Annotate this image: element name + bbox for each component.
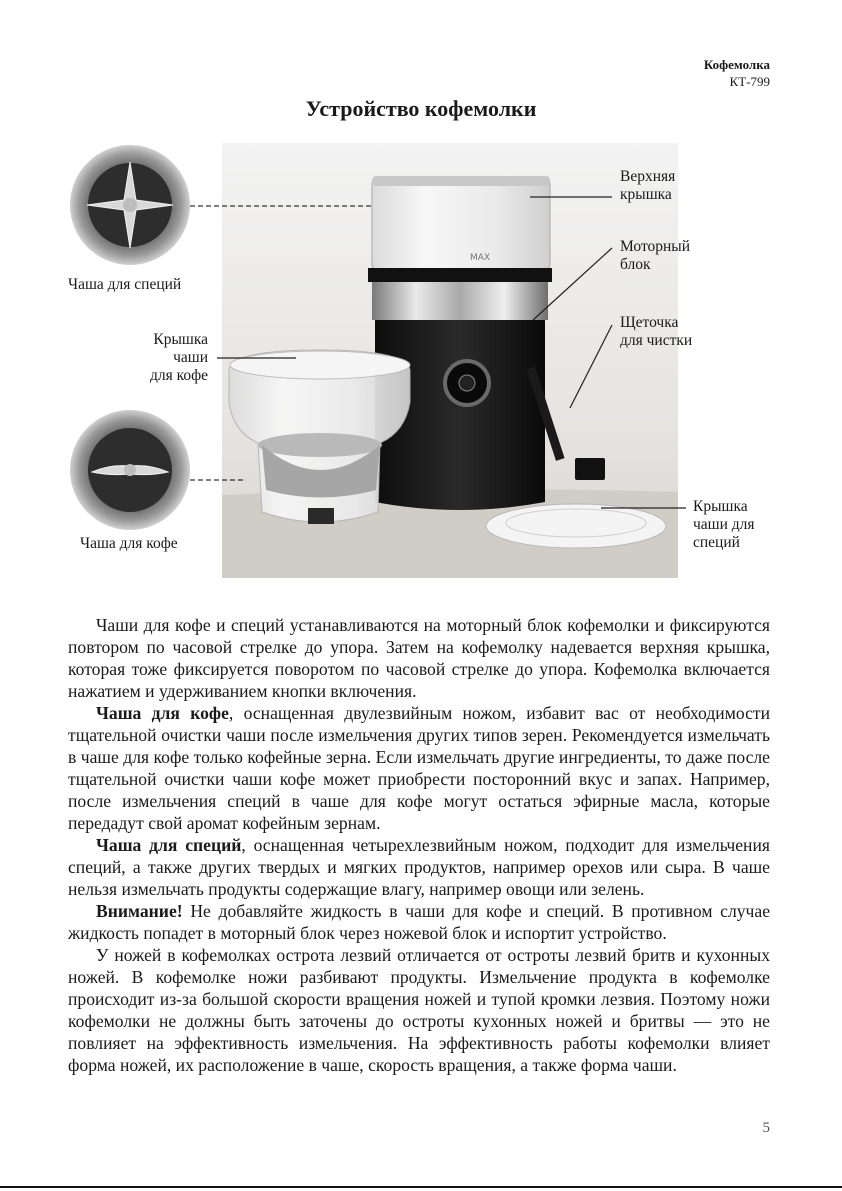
header-model: КТ-799 (729, 74, 770, 89)
label-coffee-lid-line2: чаши (173, 349, 208, 366)
label-motor-block (620, 238, 690, 274)
running-header (704, 56, 770, 90)
label-spice-lid-line3: специй (693, 534, 740, 551)
body-text (68, 614, 770, 1076)
label-motor-line1: Моторный (620, 238, 691, 255)
max-mark: MAX (470, 253, 491, 263)
label-spice-lid-line1: Крышка (693, 498, 748, 515)
paragraph-bold-lead: Чаша для кофе (96, 703, 229, 723)
header-product: Кофемолка (703, 57, 770, 72)
paragraph-text: , оснащенная двулезвийным ножом, избавит вас от необходимости тщательной очистки чаши после измельчения других типов зерен. Рекомендуется измельчать в чаше для кофе только кофейные зерна. Если измельчать другие ингредиенты, то даже после тщательной очистки чаши кофе может приобрести посторонний вкус и запах. Например, после измельчения специй в чаше для кофе могут остаться эфирные масла, которые передадут свой аромат кофейным зернам. (68, 703, 770, 833)
label-spice-bowl: Чаша для специй (68, 276, 182, 293)
label-top-lid-line2: крышка (620, 186, 672, 203)
label-brush-line1: Щеточка (620, 314, 679, 331)
paragraph-1 (68, 614, 770, 702)
page-number: 5 (762, 1120, 770, 1136)
device-figure (0, 140, 842, 610)
label-spice-lid-line2: чаши для (693, 516, 755, 533)
label-top-lid-line1: Верхняя (620, 168, 676, 185)
paragraph-2 (68, 702, 770, 834)
bottom-rule (0, 1186, 842, 1188)
paragraph-text: , оснащенная четырехлезвийным ножом, подходит для измельчения специй, а также других твердых и мягких продуктов, например орехов или сыра. В чаше нельзя измельчать продукты содержащие влагу, например овощи или зелень. (68, 835, 770, 899)
label-motor-line2: блок (620, 256, 651, 273)
paragraph-text: Чаши для кофе и специй устанавливаются на моторный блок кофемолки и фиксируются повтором по часовой стрелке до упора. Затем на кофемолку надевается верхняя крышка, которая тоже фиксируется поворотом по часовой стрелке до упора. Кофемолка включается нажатием и удерживанием кнопки включения. (68, 615, 770, 701)
paragraph-3 (68, 834, 770, 900)
label-spice-lid (693, 498, 755, 552)
paragraph-4 (68, 900, 770, 944)
paragraph-text: У ножей в кофемолках острота лезвий отличается от остроты лезвий бритв и кухонных ножей. В кофемолке ножи разбивают продукты. Измельчение продукта в кофемолке происходит из-за большой скорости вращения ножей и тупой кромки лезвия. Поэтому ножи кофемолки не должны быть заточены до остроты кухонных ножей и бритвы — это не повлияет на эффективность измельчения. На эффективность работы кофемолки влияет форма ножей, их расположение в чаше, скорость вращения, а также форма чаши. (68, 945, 770, 1075)
paragraph-text: Не добавляйте жидкость в чаши для кофе и специй. В противном случае жидкость попадет в моторный блок через ножевой блок и испортит устройство. (68, 901, 770, 943)
label-coffee-lid-line1: Крышка (153, 331, 208, 348)
label-coffee-lid (130, 331, 208, 385)
label-brush-line2: для чистки (620, 332, 693, 349)
label-coffee-lid-line3: для кофе (149, 367, 208, 384)
page-title: Устройство кофемолки (305, 96, 537, 121)
paragraph-5 (68, 944, 770, 1076)
paragraph-bold-lead: Чаша для специй (96, 835, 242, 855)
label-brush (620, 314, 692, 350)
label-top-lid (620, 168, 675, 204)
label-coffee-bowl: Чаша для кофе (80, 535, 178, 552)
paragraph-bold-lead: Внимание! (96, 901, 183, 921)
